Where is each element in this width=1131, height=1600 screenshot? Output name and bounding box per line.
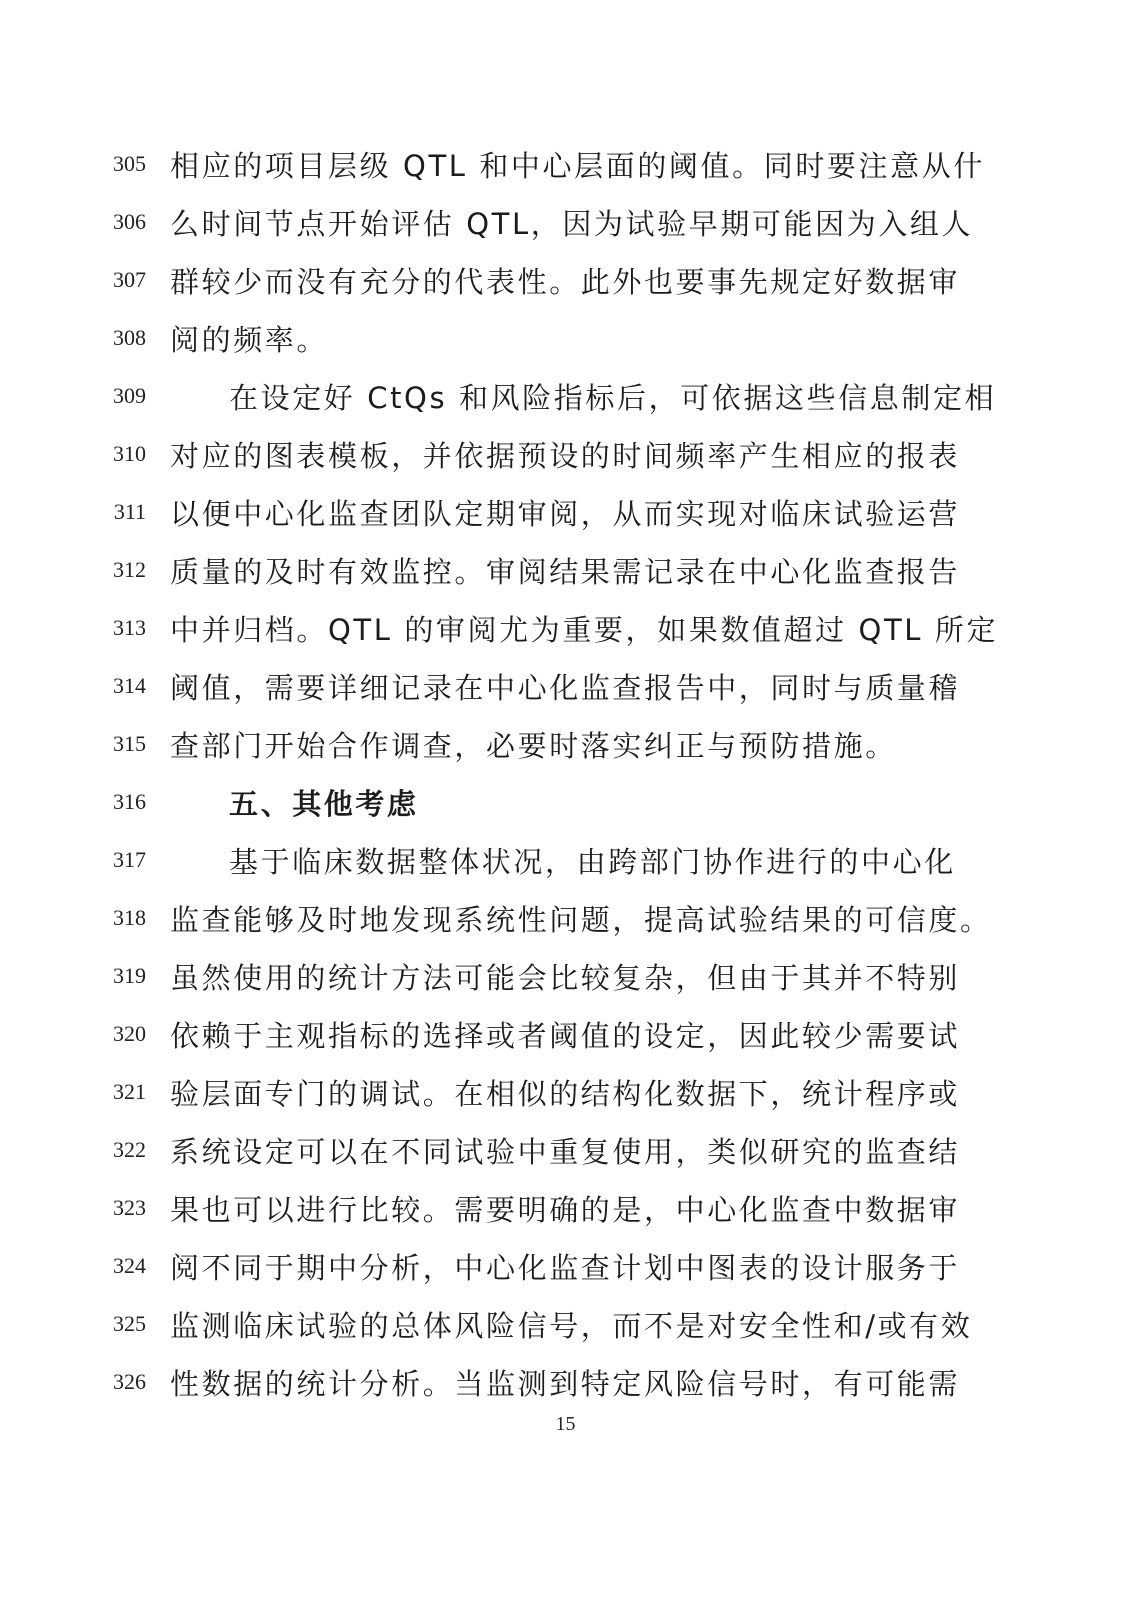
line-number: 308 [113,325,146,350]
line-text: 监测临床试验的总体风险信号，而不是对安全性和/或有效 [170,1309,973,1343]
text-line [0,1355,1131,1413]
line-text: 群较少而没有充分的代表性。此外也要事先规定好数据审 [170,265,961,299]
line-number: 316 [113,789,146,814]
page-number: 15 [555,1413,576,1435]
line-text: 果也可以进行比较。需要明确的是，中心化监查中数据审 [170,1193,961,1227]
text-line [0,1239,1131,1297]
text-line [0,601,1131,659]
line-text: 性数据的统计分析。当监测到特定风险信号时，有可能需 [170,1367,961,1401]
line-number: 314 [113,673,146,698]
line-text: 监查能够及时地发现系统性问题，提高试验结果的可信度。 [170,903,992,937]
line-text: 阈值，需要详细记录在中心化监查报告中，同时与质量稽 [170,671,961,705]
text-line [0,1297,1131,1355]
text-line [0,137,1131,195]
text-line [0,1181,1131,1239]
line-number: 321 [113,1079,146,1104]
text-line [0,949,1131,1007]
line-text: 查部门开始合作调查，必要时落实纠正与预防措施。 [170,729,897,763]
line-number: 310 [113,441,146,466]
line-text: 么时间节点开始评估 QTL，因为试验早期可能因为入组人 [170,207,974,241]
text-line [0,369,1131,427]
text-line [0,543,1131,601]
line-text: 系统设定可以在不同试验中重复使用，类似研究的监查结 [170,1135,961,1169]
text-line [0,195,1131,253]
line-text: 以便中心化监查团队定期审阅，从而实现对临床试验运营 [170,497,961,531]
line-number: 324 [113,1253,146,1278]
text-line [0,659,1131,717]
text-line [0,891,1131,949]
line-number: 326 [113,1369,146,1394]
line-text: 相应的项目层级 QTL 和中心层面的阈值。同时要注意从什 [170,149,985,183]
text-line [0,1007,1131,1065]
text-line [0,1123,1131,1181]
text-line [0,311,1131,369]
line-number: 320 [113,1021,146,1046]
text-line [0,253,1131,311]
line-text: 阅不同于期中分析，中心化监查计划中图表的设计服务于 [170,1251,961,1285]
line-number: 306 [113,209,146,234]
text-line [0,485,1131,543]
line-number: 322 [113,1137,146,1162]
line-text: 依赖于主观指标的选择或者阈值的设定，因此较少需要试 [170,1019,961,1053]
section-heading: 五、其他考虑 [229,787,419,821]
line-number: 313 [113,615,146,640]
line-number: 307 [113,267,146,292]
line-number: 312 [113,557,146,582]
line-number: 315 [113,731,146,756]
line-number: 325 [113,1311,146,1336]
line-text: 中并归档。QTL 的审阅尤为重要，如果数值超过 QTL 所定 [170,613,999,647]
line-number: 319 [113,963,146,988]
line-number: 317 [113,847,146,872]
line-text: 在设定好 CtQs 和风险指标后，可依据这些信息制定相 [229,381,997,415]
line-text: 虽然使用的统计方法可能会比较复杂，但由于其并不特别 [170,961,961,995]
text-line [0,427,1131,485]
text-line [0,717,1131,775]
line-number: 311 [113,499,146,524]
line-text: 阅的频率。 [170,323,329,357]
line-text: 质量的及时有效监控。审阅结果需记录在中心化监查报告 [170,555,961,589]
text-line [0,1065,1131,1123]
text-line [0,833,1131,891]
section-heading-line [0,775,1131,833]
line-number: 305 [113,151,146,176]
line-number: 318 [113,905,146,930]
line-text: 对应的图表模板，并依据预设的时间频率产生相应的报表 [170,439,961,473]
line-text: 验层面专门的调试。在相似的结构化数据下，统计程序或 [170,1077,961,1111]
line-text: 基于临床数据整体状况，由跨部门协作进行的中心化 [229,845,956,879]
line-number: 309 [113,383,146,408]
line-number: 323 [113,1195,146,1220]
